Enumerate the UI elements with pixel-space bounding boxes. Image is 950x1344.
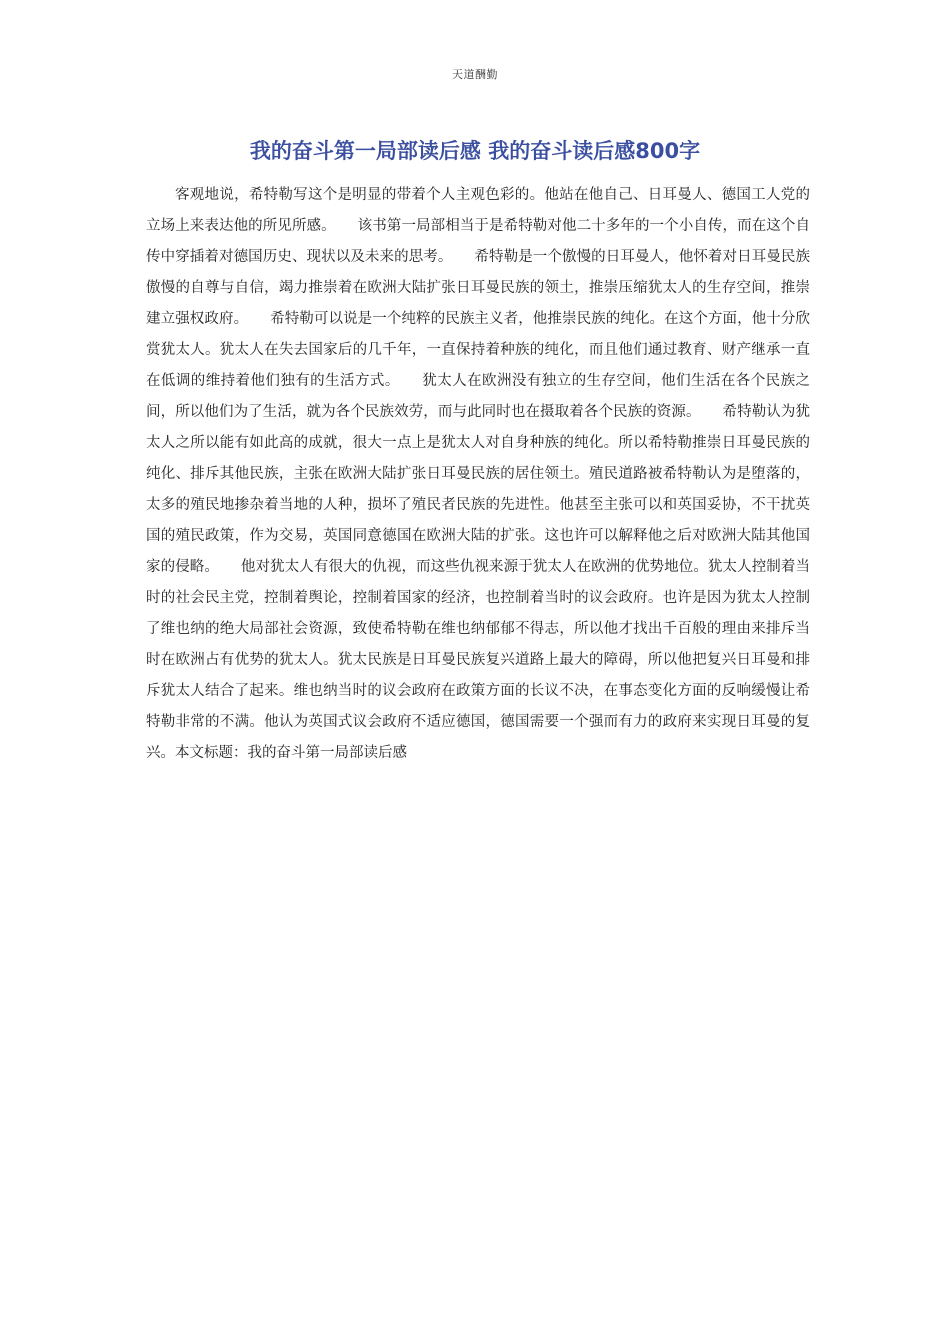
document-title: 我的奋斗第一局部读后感 我的奋斗读后感800字: [249, 139, 701, 163]
document-body: 客观地说，希特勒写这个是明显的带着个人主观色彩的。他站在他自己、日耳曼人、德国工人党的立场上来表达他的所见所感。 该书第一局部相当于是希特勒对他二十多年的一个小自传，而在这个自传中穿插着对德国历史、现状以及未来的思考。 希特勒是一个傲慢的日耳曼人，他怀着对日耳曼民族傲慢的自尊与自信，竭力推崇着在欧洲大陆扩张日耳曼民族的领土，推崇压缩犹太人的生存空间，推崇建立强权政府。 希特勒可以说是一个纯粹的民族主义者，他推崇民族的纯化。在这个方面，他十分欣赏犹太人。犹太人在失去国家后的几千年，一直保持着种族的纯化，而且他们通过教育、财产继承一直在低调的维持着他们独有的生活方式。 犹太人在欧洲没有独立的生存空间，他们生活在各个民族之间，所以他们为了生活，就为各个民族效劳，而与此同时也在摄取着各个民族的资源。 希特勒认为犹太人之所以能有如此高的成就，很大一点上是犹太人对自身种族的纯化。所以希特勒推崇日耳曼民族的纯化、排斥其他民族，主张在欧洲大陆扩张日耳曼民族的居住领土。殖民道路被希特勒认为是堕落的，太多的殖民地掺杂着当地的人种，损坏了殖民者民族的先进性。他甚至主张可以和英国妥协，不干扰英国的殖民政策，作为交易，英国同意德国在欧洲大陆的扩张。这也许可以解释他之后对欧洲大陆其他国家的侵略。 他对犹太人有很大的仇视，而这些仇视来源于犹太人在欧洲的优势地位。犹太人控制着当时的社会民主党，控制着舆论，控制着国家的经济，也控制着当时的议会政府。也许是因为犹太人控制了维也纳的绝大局部社会资源，致使希特勒在维也纳郁郁不得志，所以他才找出千百般的理由来排斥当时在欧洲占有优势的犹太人。犹太民族是日耳曼民族复兴道路上最大的障碍，所以他把复兴日耳曼和排斥犹太人结合了起来。维也纳当时的议会政府在政策方面的长议不决，在事态变化方面的反响缓慢让希特勒非常的不满。他认为英国式议会政府不适应德国，德国需要一个强而有力的政府来实现日耳曼的复兴。本文标题：我的奋斗第一局部读后感: [146, 187, 810, 761]
page-header: 天道酬勤: [452, 68, 498, 81]
